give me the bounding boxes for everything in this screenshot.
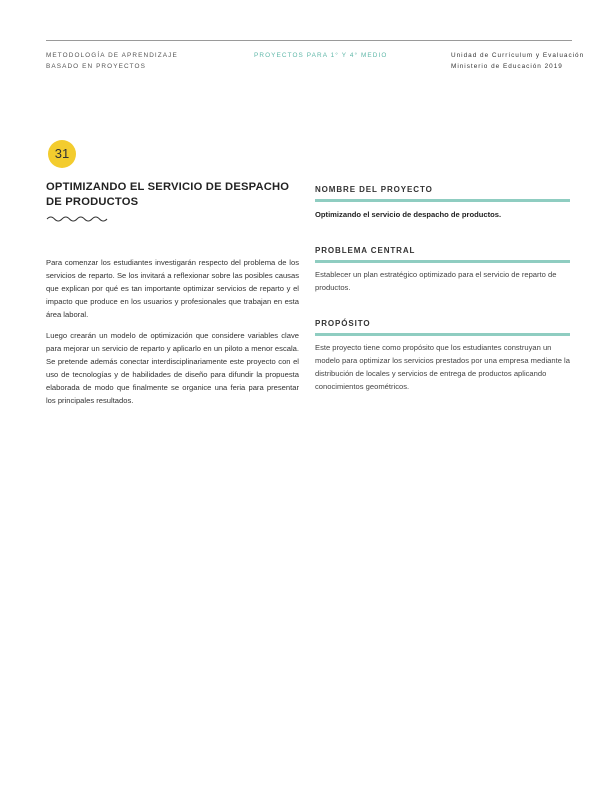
project-title (46, 180, 296, 210)
intro-paragraph: Para comenzar los estudiantes investigarán respecto del problema de los servicios de reparto. Se los invitará a reflexionar sobre las posibles causas que explican por qué es tan importante optimizar servicios de reparto y el impacto que produce en los usuarios y profesionales que trabajan en esta área laboral. (46, 258, 299, 320)
section-rule-name (315, 199, 570, 202)
section-text-purpose: Este proyecto tiene como propósito que los estudiantes construyan un modelo para optimizar los servicios prestados por una empresa mediante la distribución de locales y servicios de entrega de productos aplicando conocimientos geométricos. (315, 343, 570, 392)
header-right-line2: Ministerio de Educación 2019 (451, 63, 563, 70)
header-right-line1: Unidad de Currículum y Evaluación (451, 52, 585, 59)
header-center-text: PROYECTOS PARA 1° Y 4° MEDIO (254, 52, 388, 59)
section-rule-problem (315, 260, 570, 263)
header-right (451, 50, 584, 72)
header-left (46, 50, 178, 72)
header-center (254, 50, 387, 61)
header-left-line1: METODOLOGÍA DE APRENDIZAJE (46, 52, 178, 59)
project-number-badge: 31 (48, 140, 76, 168)
section-title-name: NOMBRE DEL PROYECTO (315, 185, 433, 194)
section-title-purpose: PROPÓSITO (315, 319, 371, 328)
header-left-line2: BASADO EN PROYECTOS (46, 63, 146, 70)
wavy-divider-icon (46, 214, 108, 224)
section-rule-purpose (315, 333, 570, 336)
second-paragraph: Luego crearán un modelo de optimización que considere variables clave para mejorar un servicio de reparto y aplicarlo en un piloto a menor escala. Se pretende además conectar interdisciplinariamente este proyecto con el uso de tecnologías y de habilidades de diseño para difundir la propuesta elaborada de modo que finalmente se organice una feria para presentar los principales resultados. (46, 331, 299, 406)
project-title-line1: OPTIMIZANDO EL SERVICIO DE DESPACHO (46, 181, 290, 193)
project-title-line2: DE PRODUCTOS (46, 196, 139, 208)
section-text-name: Optimizando el servicio de despacho de productos. (315, 210, 502, 219)
section-title-problem: PROBLEMA CENTRAL (315, 246, 416, 255)
header-rule (46, 40, 572, 41)
section-text-problem: Establecer un plan estratégico optimizado para el servicio de reparto de productos. (315, 270, 557, 293)
